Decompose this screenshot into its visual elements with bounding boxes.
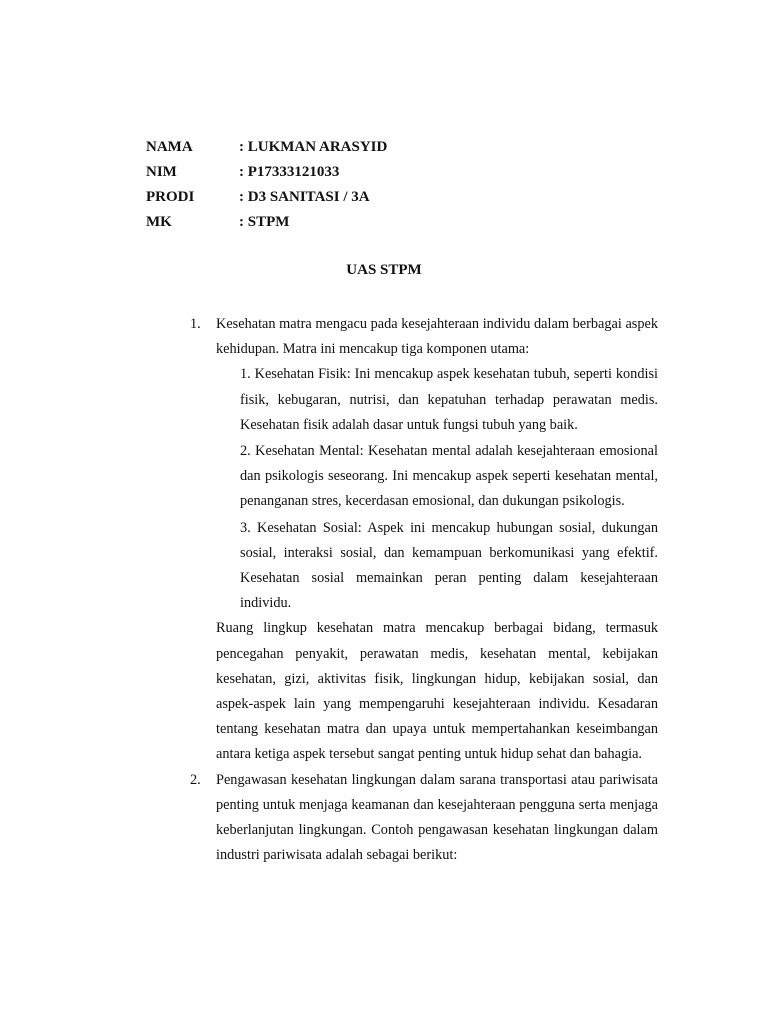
info-value: : D3 SANITASI / 3A — [239, 189, 370, 205]
info-key: NIM — [146, 164, 177, 180]
info-value: : P17333121033 — [239, 164, 340, 180]
info-value: : LUKMAN ARASYID — [239, 139, 388, 155]
document-title: UAS STPM — [346, 262, 422, 278]
info-value: : STPM — [239, 214, 290, 230]
info-row-nama — [146, 137, 387, 162]
answer-item-2 — [190, 768, 658, 869]
item-closing: Ruang lingkup kesehatan matra mencakup berbagai bidang, termasuk pencegahan penyakit, perawatan medis, kesehatan mental, kebijakan kesehatan, gizi, aktivitas fisik, lingkungan hidup, kebijakan sosial, dan aspek-aspek lain yang mempengaruhi kesejahteraan individu. Kesadaran tentang kesehatan matra dan upaya untuk mempertahankan keseimbangan antara ketiga aspek tersebut sangat penting untuk hidup sehat dan bahagia. — [216, 620, 658, 763]
component-social: 3. Kesehatan Sosial: Aspek ini mencakup hubungan sosial, dukungan sosial, interaksi sosial, dan kemampuan berkomunikasi yang efektif. Kesehatan sosial memainkan peran penting dalam kesejahteraan individu. — [240, 519, 658, 612]
info-row-prodi — [146, 187, 387, 212]
info-row-nim — [146, 162, 387, 187]
student-info — [146, 137, 387, 237]
component-physical: 1. Kesehatan Fisik: Ini mencakup aspek kesehatan tubuh, seperti kondisi fisik, kebugaran, nutrisi, dan kepatuhan terhadap perawatan medis. Kesehatan fisik adalah dasar untuk fungsi tubuh yang baik. — [240, 366, 658, 433]
answer-item-1 — [190, 312, 658, 768]
component-list — [240, 362, 658, 616]
info-key: PRODI — [146, 189, 195, 205]
item-intro: Kesehatan matra mengacu pada kesejahteraan individu dalam berbagai aspek kehidupan. Matra ini mencakup tiga komponen utama: — [216, 316, 658, 358]
info-row-mk — [146, 212, 387, 237]
info-key: MK — [146, 214, 172, 230]
item-intro: Pengawasan kesehatan lingkungan dalam sarana transportasi atau pariwisata penting untuk menjaga keamanan dan kesejahteraan pengguna serta menjaga keberlanjutan lingkungan. Contoh pengawasan kesehatan lingkungan dalam industri pariwisata adalah sebagai berikut: — [216, 771, 658, 864]
item-number: 1. — [190, 316, 201, 332]
item-number: 2. — [190, 771, 201, 788]
component-mental: 2. Kesehatan Mental: Kesehatan mental adalah kesejahteraan emosional dan psikologis seseorang. Ini mencakup aspek seperti kesehatan mental, penanganan stres, kecerdasan emosional, dan dukungan psikologis. — [240, 443, 658, 510]
info-key: NAMA — [146, 139, 193, 155]
answer-list — [190, 312, 658, 868]
